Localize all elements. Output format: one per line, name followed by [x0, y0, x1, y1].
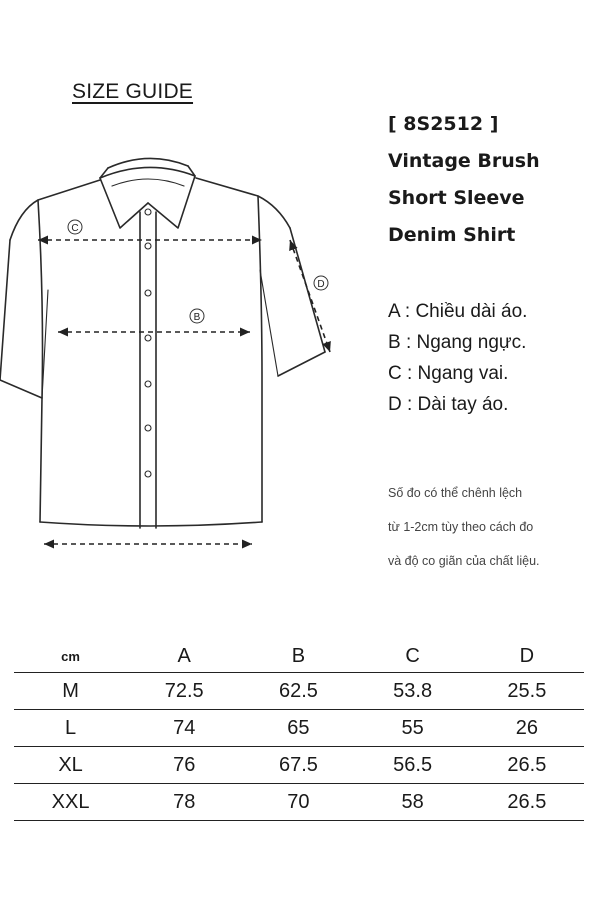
table-row [14, 747, 584, 784]
note-line-3: và độ co giãn của chất liệu. [388, 554, 540, 568]
size-guide-title: SIZE GUIDE [72, 80, 194, 103]
size-label: L [64, 716, 77, 739]
size-label: M [62, 679, 79, 702]
table-cell: 62.5 [278, 679, 318, 702]
table-cell: 74 [173, 716, 196, 739]
legend-item-a: A : Chiều dài áo. [388, 301, 528, 322]
table-cell: 70 [287, 790, 310, 813]
table-cell: 72.5 [164, 679, 204, 702]
table-row [14, 784, 584, 821]
shirt-diagram [0, 140, 380, 560]
table-cell: 26.5 [507, 790, 547, 813]
legend-item-b: B : Ngang ngực. [388, 332, 527, 353]
table-cell: 67.5 [278, 753, 318, 776]
header-a: A [177, 644, 191, 667]
size-label: XL [58, 753, 83, 776]
header-unit: cm [61, 648, 80, 664]
table-row [14, 710, 584, 747]
table-cell: 65 [287, 716, 310, 739]
product-name-line-1: Vintage Brush [388, 150, 540, 172]
label-c: C [71, 223, 79, 234]
shirt-outline [0, 158, 325, 528]
measurement-labels [68, 220, 328, 323]
table-cell: 26 [515, 716, 538, 739]
table-cell: 26.5 [507, 753, 547, 776]
legend-item-d: D : Dài tay áo. [388, 394, 509, 415]
table-cell: 58 [401, 790, 424, 813]
header-c: C [405, 644, 420, 667]
table-cell: 53.8 [393, 679, 433, 702]
size-label: XXL [51, 790, 90, 813]
measurement-arrows [38, 240, 330, 544]
table-cell: 78 [173, 790, 196, 813]
product-info [388, 106, 540, 254]
table-cell: 25.5 [507, 679, 547, 702]
measurement-note [388, 476, 540, 578]
label-b: B [193, 312, 201, 323]
table-header-row [14, 640, 584, 673]
header-b: B [291, 644, 306, 667]
label-d: D [317, 279, 325, 290]
note-line-1: Số đo có thể chênh lệch [388, 486, 523, 500]
product-name-line-3: Denim Shirt [388, 224, 516, 246]
product-code: [ 8S2512 ] [388, 113, 499, 135]
table-cell: 55 [401, 716, 424, 739]
header-d: D [519, 644, 535, 667]
size-table [14, 640, 584, 821]
note-line-2: từ 1-2cm tùy theo cách đo [388, 520, 534, 534]
shirt-buttons [145, 209, 151, 477]
table-cell: 56.5 [393, 753, 433, 776]
measurement-legend [388, 296, 527, 420]
table-row [14, 673, 584, 710]
table-cell: 76 [173, 753, 196, 776]
legend-item-c: C : Ngang vai. [388, 363, 509, 384]
product-name-line-2: Short Sleeve [388, 187, 525, 209]
